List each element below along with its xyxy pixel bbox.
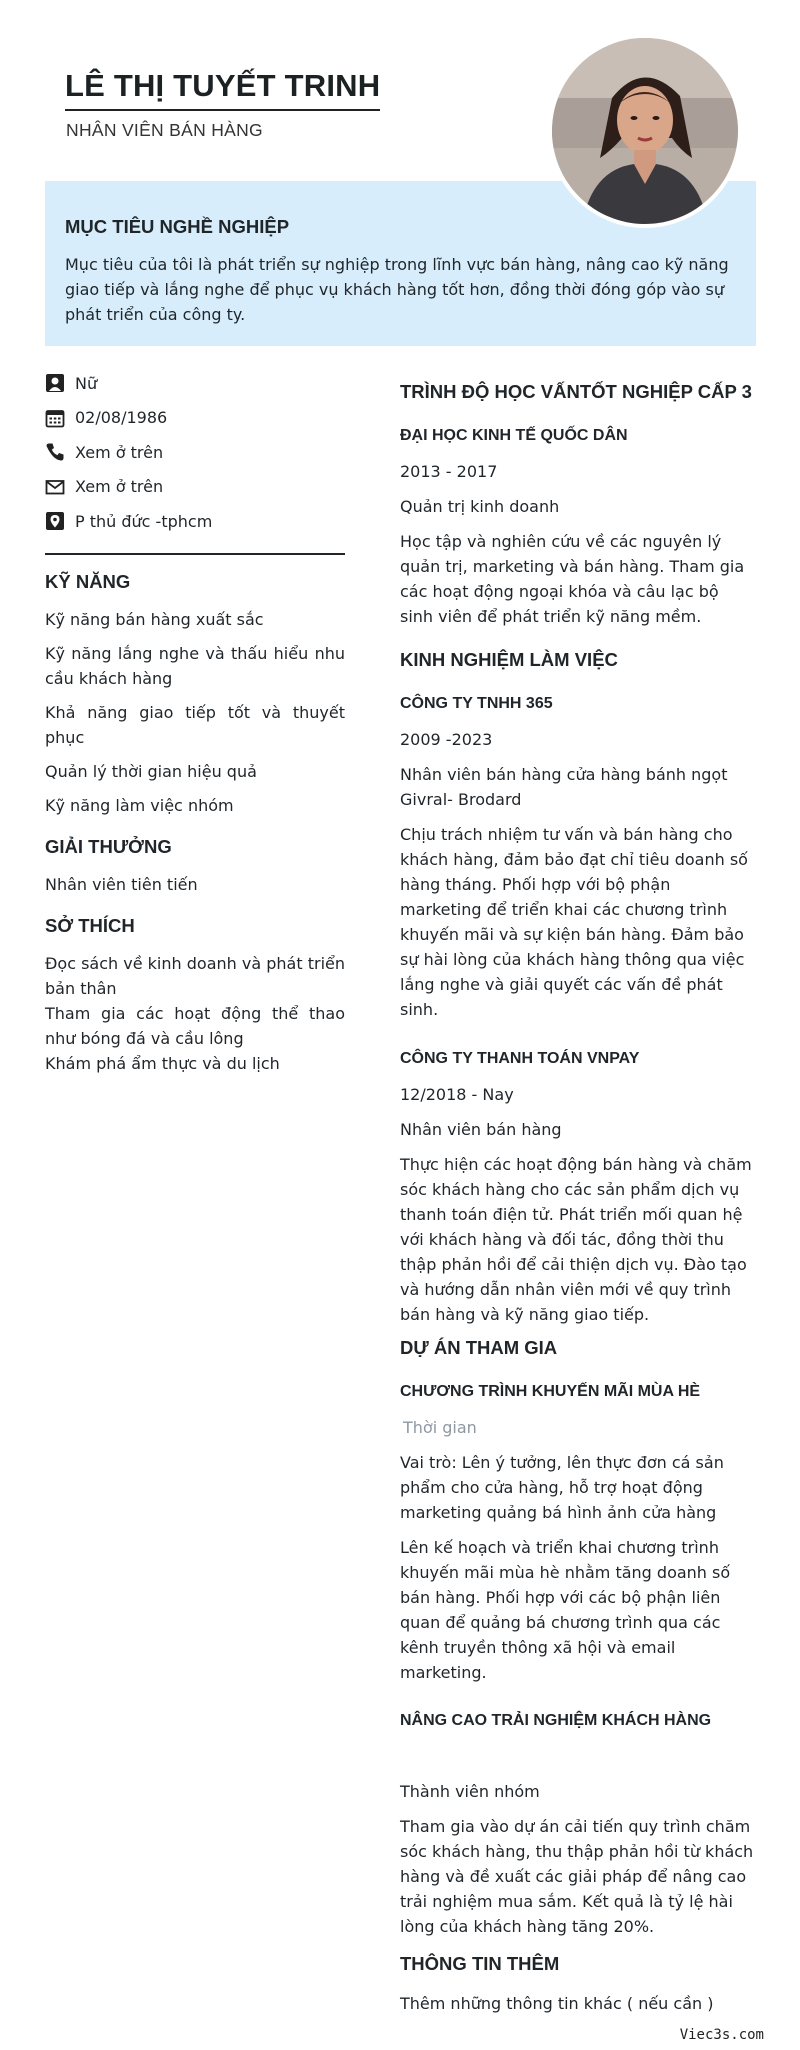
contact-phone [45,435,345,470]
education-description: Học tập và nghiên cứu về các nguyên lý quản trị, marketing và bán hàng. Tham gia các hoạt động ngoại khóa và câu lạc bộ sinh viên để phát triển kỹ năng mềm. [400,532,745,626]
watermark: Viec3s.com [679,2027,764,2043]
skill-item: Khả năng giao tiếp tốt và thuyết phục [45,702,345,747]
right-column [400,381,756,2026]
skill-item: Quản lý thời gian hiệu quả [45,761,257,781]
experience-heading: KINH NGHIỆM LÀM VIỆC [400,649,618,670]
project-name: NÂNG CAO TRẢI NGHIỆM KHÁCH HÀNG [400,1712,712,1729]
avatar [548,34,742,228]
gender-value: Nữ [75,373,98,393]
contact-address [45,504,345,539]
calendar-icon [45,408,65,428]
email-value: Xem ở trên [75,477,164,497]
project-role: Vai trò: Lên ý tưởng, lên thực đơn cá sản phẩm cho cửa hàng, hỗ trợ hoạt động marketing quảng bá hình ảnh cửa hàng [400,1453,724,1522]
extra-heading: THÔNG TIN THÊM [400,1953,560,1974]
project-role: Thành viên nhóm [400,1782,540,1801]
job-company: CÔNG TY TNHH 365 [400,695,553,712]
hobby-item: Khám phá ẩm thực và du lịch [45,1053,280,1073]
skill-item: Kỹ năng làm việc nhóm [45,795,234,815]
projects-heading: DỰ ÁN THAM GIA [400,1337,558,1358]
left-divider [45,553,345,555]
hobby-item: Tham gia các hoạt động thể thao như bóng đá và cầu lông [45,1003,345,1048]
hobbies-heading: SỞ THÍCH [45,914,135,936]
job-period: 2009 -2023 [400,730,493,749]
job-period: 12/2018 - Nay [400,1085,514,1104]
school-name: ĐẠI HỌC KINH TẾ QUỐC DÂN [400,427,628,444]
education-major: Quản trị kinh doanh [400,497,560,516]
left-column [45,366,345,1076]
project-description: Lên kế hoạch và triển khai chương trình khuyến mãi mùa hè nhằm tăng doanh số bán hàng. Phối hợp với các bộ phận liên quan để quảng bá chương trình qua các kênh truyền thông xã hội và email marketing. [400,1538,731,1682]
project-time: Thời gian [403,1418,477,1437]
education-period: 2013 - 2017 [400,462,498,481]
education-heading: TRÌNH ĐỘ HỌC VẤNTỐT NGHIỆP CẤP 3 [400,381,752,402]
location-pin-icon [45,511,65,531]
profile-photo [552,38,738,224]
objective-text: Mục tiêu của tôi là phát triển sự nghiệp trong lĩnh vực bán hàng, nâng cao kỹ năng giao tiếp và lắng nghe để phục vụ khách hàng tốt hơn, đồng thời đóng góp vào sự phát triển của công ty. [65,255,729,324]
awards-heading: GIẢI THƯỞNG [45,835,172,857]
contact-birthday [45,401,345,436]
birthday-value: 02/08/1986 [75,408,168,428]
candidate-name: LÊ THỊ TUYẾT TRINH [65,68,380,111]
award-item: Nhân viên tiên tiến [45,874,198,894]
job-position: Nhân viên bán hàng [400,1120,562,1139]
person-icon [45,373,65,393]
phone-value: Xem ở trên [75,442,164,462]
objective-heading: MỤC TIÊU NGHỀ NGHIỆP [65,216,290,237]
hobby-item: Đọc sách về kinh doanh và phát triển bản thân [45,953,345,998]
mail-icon [45,477,65,497]
contact-email [45,470,345,505]
skills-heading: KỸ NĂNG [45,570,131,592]
extra-text: Thêm những thông tin khác ( nếu cần ) [400,1994,714,2013]
phone-icon [45,442,65,462]
job-position: Nhân viên bán hàng cửa hàng bánh ngọt Givral- Brodard [400,765,728,809]
project-name: CHƯƠNG TRÌNH KHUYẾN MÃI MÙA HÈ [400,1383,701,1400]
candidate-title: NHÂN VIÊN BÁN HÀNG [66,120,263,140]
profile-photo-illustration [552,38,738,224]
contact-gender [45,366,345,401]
skill-item: Kỹ năng lắng nghe và thấu hiểu nhu cầu khách hàng [45,643,345,688]
job-description: Thực hiện các hoạt động bán hàng và chăm sóc khách hàng cho các sản phẩm dịch vụ thanh toán điện tử. Phát triển mối quan hệ với khách hàng và đối tác, đồng thời thu thập phản hồi để cải thiện dịch vụ. Đào tạo và hướng dẫn nhân viên mới về quy trình bán hàng và kỹ năng giao tiếp. [400,1155,752,1324]
job-description: Chịu trách nhiệm tư vấn và bán hàng cho khách hàng, đảm bảo đạt chỉ tiêu doanh số hàng tháng. Phối hợp với bộ phận marketing để triển khai các chương trình khuyến mãi và sự kiện bán hàng. Đảm bảo sự hài lòng của khách hàng thông qua việc lắng nghe và giải quyết các vấn đề phát sinh. [400,825,748,1019]
address-value: P thủ đức -tphcm [75,511,213,531]
project-time [400,1744,756,1769]
skill-item: Kỹ năng bán hàng xuất sắc [45,609,264,629]
project-description: Tham gia vào dự án cải tiến quy trình chăm sóc khách hàng, thu thập phản hồi từ khách hàng và đề xuất các giải pháp để nâng cao trải nghiệm mua sắm. Kết quả là tỷ lệ hài lòng của khách hàng tăng 20%. [400,1817,754,1936]
job-company: CÔNG TY THANH TOÁN VNPAY [400,1050,640,1067]
